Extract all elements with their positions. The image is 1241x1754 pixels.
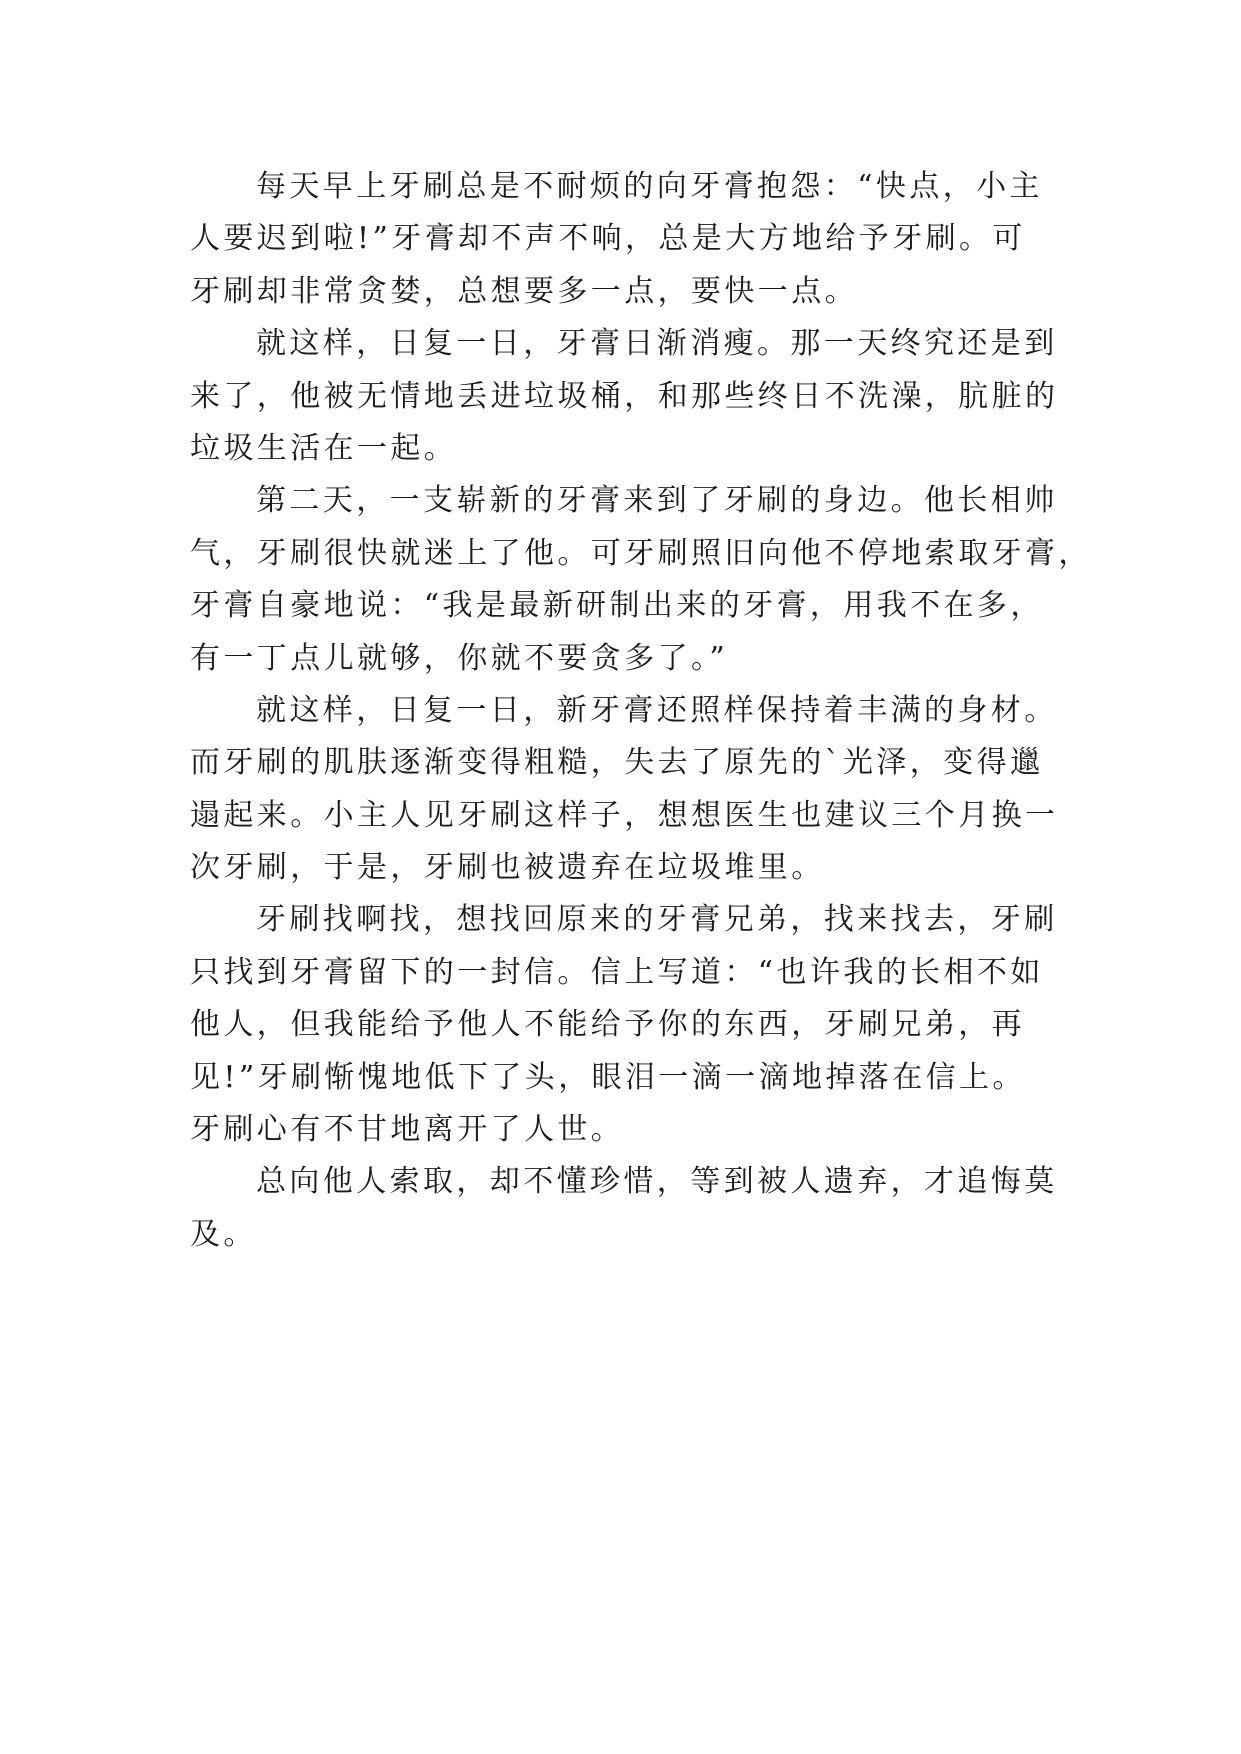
text-line: 见!”牙刷惭愧地低下了头，眼泪一滴一滴地掉落在信上。	[190, 1059, 1026, 1095]
story-text	[190, 161, 1092, 1261]
text-line: 只找到牙膏留下的一封信。信上写道：“也许我的长相不如	[190, 954, 1044, 990]
text-line: 及。	[190, 1216, 257, 1252]
text-line: 来了，他被无情地丢进垃圾桶，和那些终日不洗澡，肮脏的	[190, 378, 1059, 414]
text-line: 气，牙刷很快就迷上了他。可牙刷照旧向他不停地索取牙膏，	[190, 535, 1092, 571]
text-line: 垃圾生活在一起。	[190, 430, 458, 466]
text-line: 牙膏自豪地说：“我是最新研制出来的牙膏，用我不在多，	[190, 588, 1044, 624]
text-line: 人要迟到啦!”牙膏却不声不响，总是大方地给予牙刷。可	[190, 221, 1026, 257]
text-line: 有一丁点儿就够，你就不要贪多了。”	[190, 640, 729, 676]
text-line: 他人，但我能给予他人不能给予你的东西，牙刷兄弟，再	[190, 1007, 1025, 1043]
text-line: 第二天，一支崭新的牙膏来到了牙刷的身边。他长相帅	[256, 483, 1058, 519]
text-line: 而牙刷的肌肤逐渐变得粗糙，失去了原先的`光泽，变得邋	[190, 745, 1044, 781]
text-line: 遢起来。小主人见牙刷这样子，想想医生也建议三个月换一	[190, 797, 1059, 833]
text-line: 牙刷找啊找，想找回原来的牙膏兄弟，找来找去，牙刷	[256, 902, 1058, 938]
text-line: 牙刷却非常贪婪，总想要多一点，要快一点。	[190, 273, 858, 309]
text-line: 每天早上牙刷总是不耐烦的向牙膏抱怨：“快点，小主	[256, 169, 1043, 204]
text-line: 就这样，日复一日，新牙膏还照样保持着丰满的身材。	[256, 692, 1058, 728]
text-line: 总向他人索取，却不懂珍惜，等到被人遗弃，才追悔莫	[256, 1164, 1058, 1200]
text-line: 次牙刷，于是，牙刷也被遗弃在垃圾堆里。	[190, 850, 825, 886]
text-line: 就这样，日复一日，牙膏日渐消瘦。那一天终究还是到	[256, 326, 1058, 362]
text-line: 牙刷心有不甘地离开了人世。	[190, 1112, 625, 1148]
